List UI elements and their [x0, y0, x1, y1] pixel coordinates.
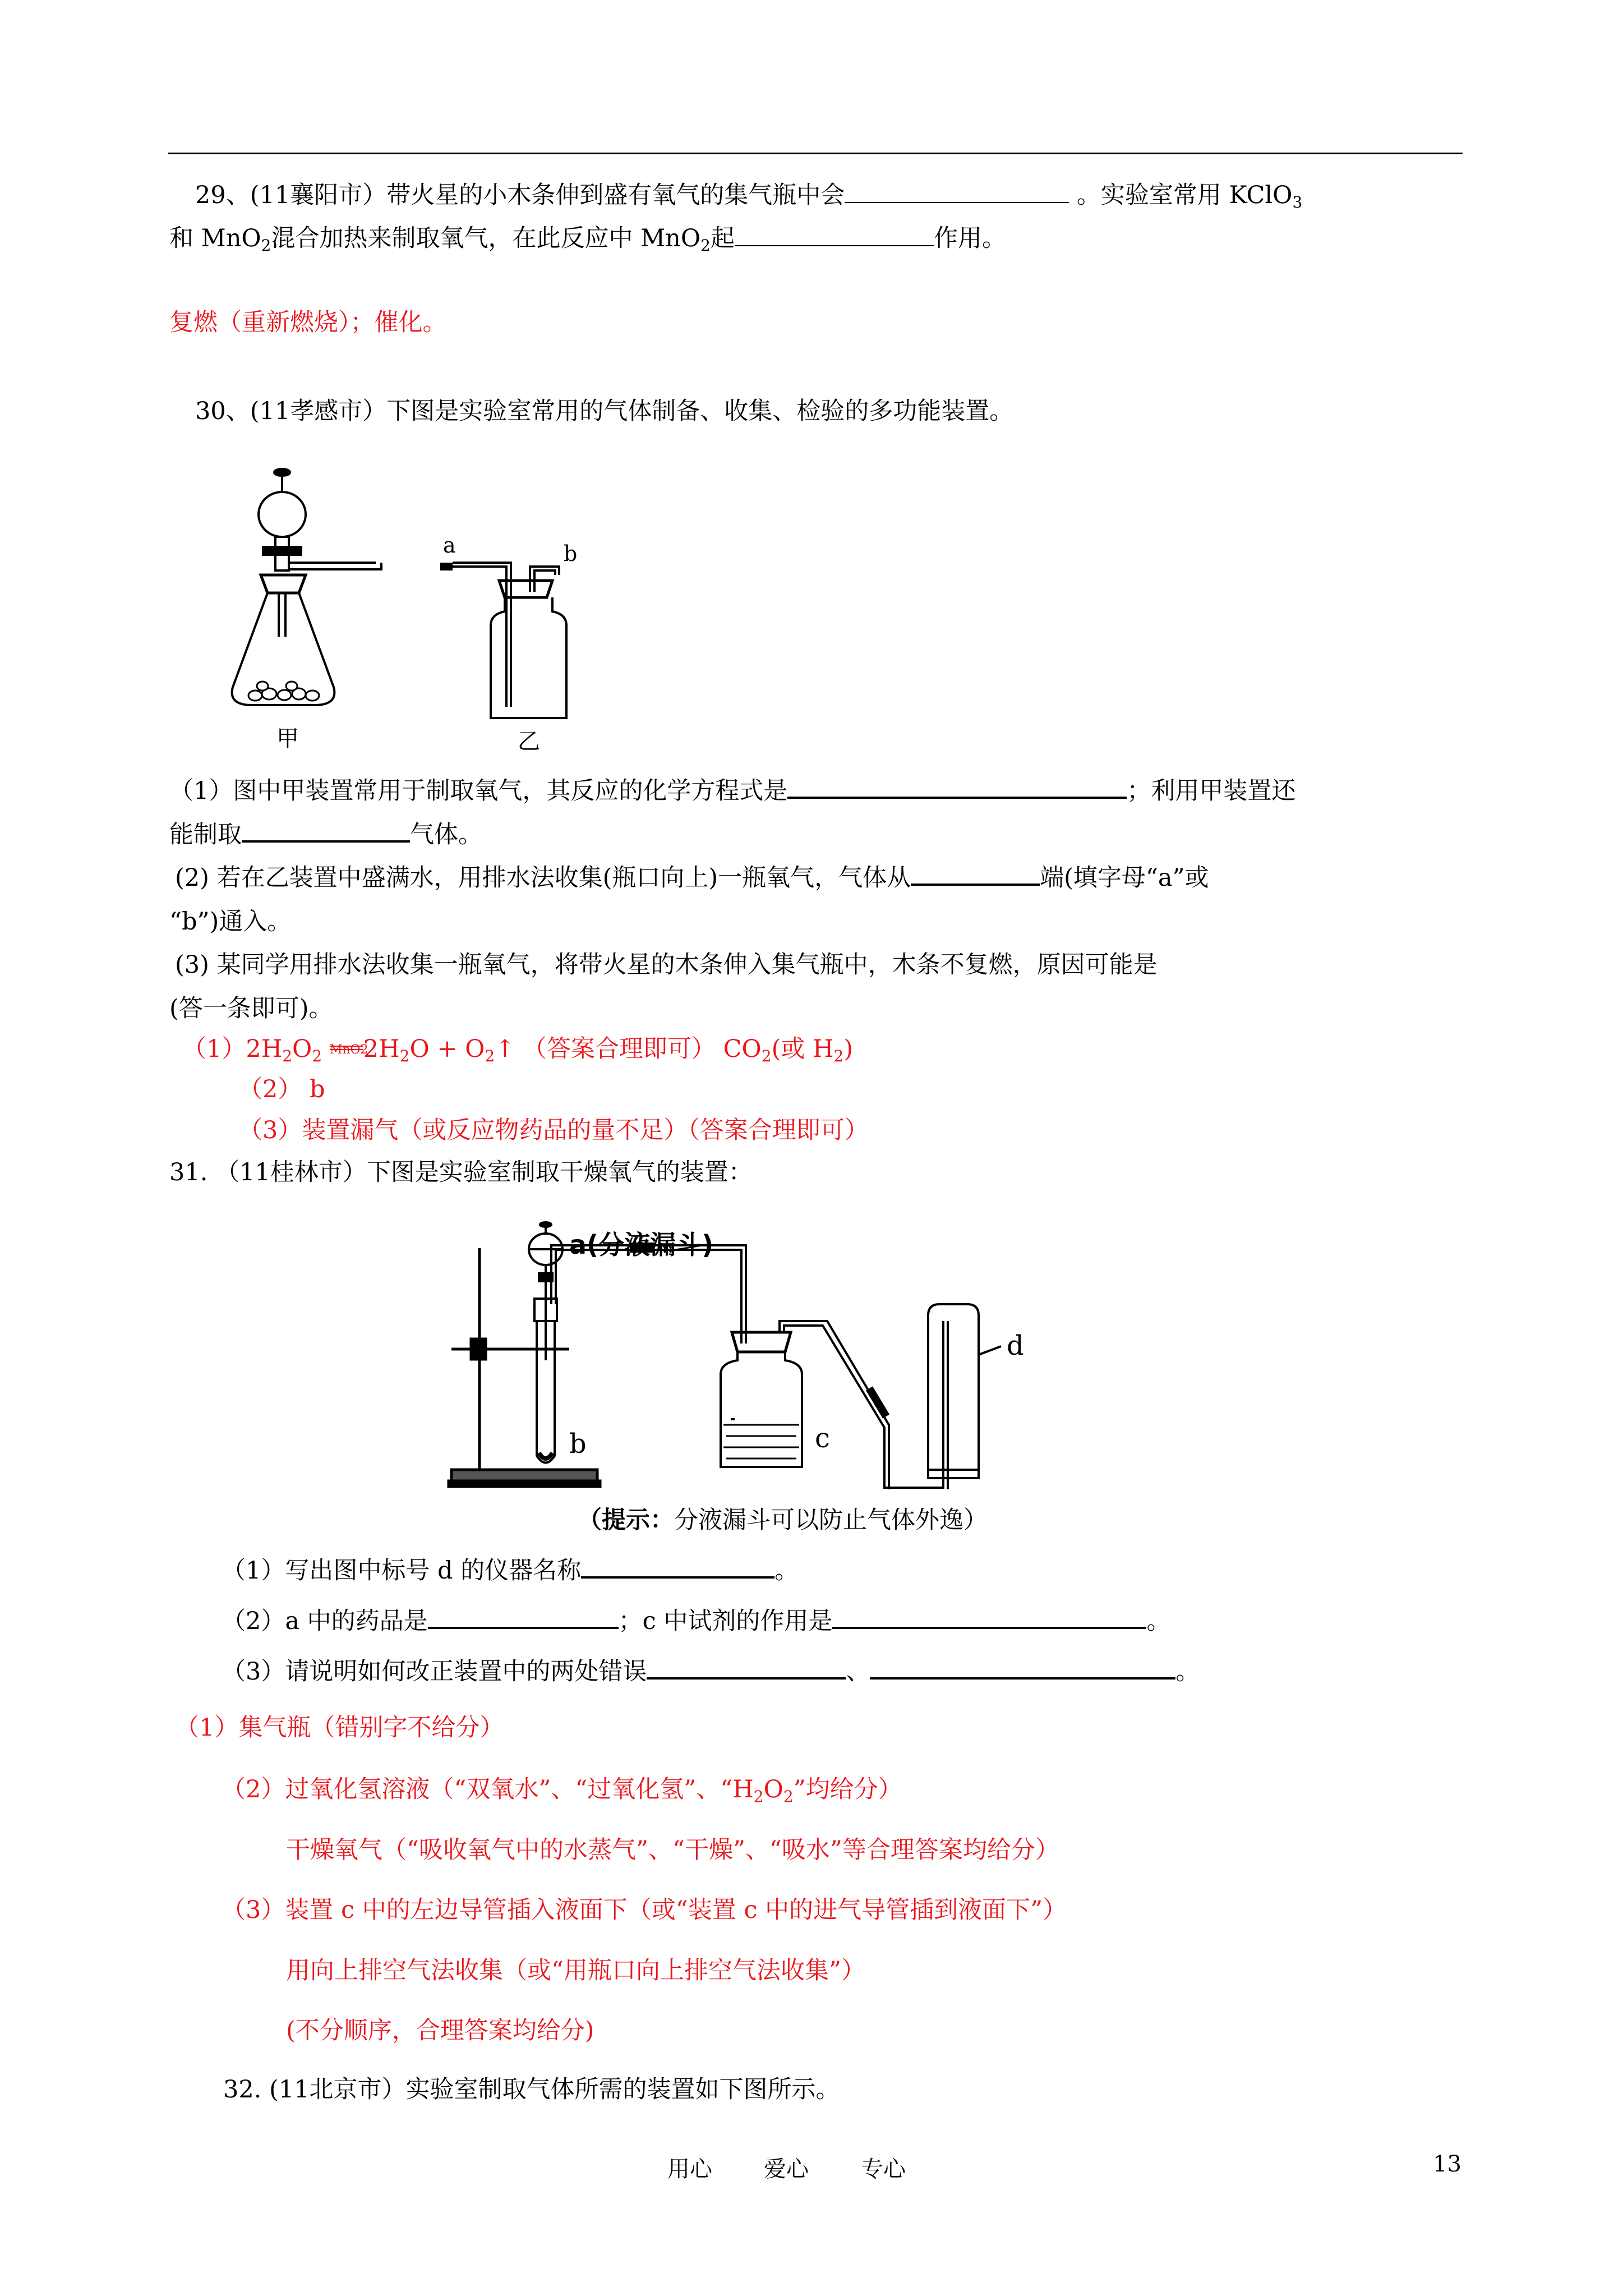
q29-blank-2[interactable] — [735, 223, 934, 246]
q30-apparatus-figure — [216, 463, 620, 754]
subscript: 2 — [485, 1047, 495, 1065]
subscript: 3 — [1292, 193, 1303, 211]
q30-answer-1 — [182, 1032, 853, 1066]
solid-reactant-icon — [248, 682, 319, 701]
figure-label-jia: 甲 — [276, 726, 299, 752]
q31-text: ；c 中试剂的作用是 — [618, 1607, 833, 1635]
subscript: 2 — [833, 1047, 844, 1065]
q31-hint — [578, 1503, 988, 1537]
q30-text: 气体。 — [410, 821, 482, 849]
figure-label-a: a(分液漏斗) — [569, 1230, 714, 1260]
q31-answer-3-line3: (不分顺序，合理答案均给分) — [286, 2017, 594, 2045]
figure-label-d: d — [1007, 1330, 1024, 1361]
q30-text: (2) 若在乙装置中盛满水，用排水法收集(瓶口向上)一瓶氧气，气体从 — [175, 864, 911, 892]
q30-part2-line1 — [175, 861, 1209, 895]
answer-text: O — [763, 1775, 783, 1803]
q30-blank-end[interactable] — [911, 861, 1040, 886]
q29-answer: 复燃（重新燃烧）；催化。 — [169, 309, 447, 337]
q30-blank-equation[interactable] — [787, 774, 1127, 799]
subscript: 2 — [700, 236, 711, 255]
q31-part2 — [222, 1604, 1170, 1638]
q31-answer-2-line2: 干燥氧气（“吸收氧气中的水蒸气”、“干燥”、“吸水”等合理答案均给分） — [286, 1836, 1059, 1864]
q31-text: （2）a 中的药品是 — [222, 1607, 428, 1635]
q31-answer-3-line2: 用向上排空气法收集（或“用瓶口向上排空气法收集”） — [286, 1957, 865, 1985]
subscript: 2 — [783, 1787, 794, 1806]
gas-washing-bottle-icon — [721, 1332, 802, 1467]
figure-label-b: b — [569, 1428, 587, 1460]
separatory-funnel-icon — [529, 1222, 562, 1360]
q30-part1-line2 — [169, 818, 482, 852]
q29-line2 — [169, 222, 1006, 255]
q30-intro: 30、(11孝感市）下图是实验室常用的气体制备、收集、检验的多功能装置。 — [195, 397, 1014, 425]
q31-answer-1: （1）集气瓶（错别字不给分） — [175, 1714, 504, 1742]
q30-answer-3: （3）装置漏气（或反应物药品的量不足）（答案合理即可） — [238, 1116, 869, 1144]
q31-part3 — [222, 1655, 1200, 1688]
hint-label: （提示： — [578, 1506, 674, 1534]
subscript: 2 — [282, 1047, 293, 1065]
answer-text: ”均给分） — [793, 1775, 902, 1803]
subscript: 2 — [399, 1047, 410, 1065]
q30-text: （1）图中甲装置常用于制取氧气，其反应的化学方程式是 — [169, 777, 788, 805]
q32-intro: 32. (11北京市）实验室制取气体所需的装置如下图所示。 — [223, 2076, 840, 2104]
q31-blank-fix-2[interactable] — [870, 1655, 1175, 1680]
answer-text: （2）过氧化氢溶液（“双氧水”、“过氧化氢”、“H — [222, 1775, 754, 1803]
subscript: 2 — [753, 1787, 764, 1806]
q30-part3-line2: (答一条即可)。 — [169, 995, 333, 1023]
catalyst-label: MnO2 — [329, 1043, 368, 1057]
q29-blank-1[interactable] — [845, 180, 1069, 203]
delivery-tube-icon — [551, 1244, 948, 1489]
q31-text: 。 — [774, 1557, 799, 1585]
q29-text: 作用。 — [933, 224, 1006, 252]
figure-label-c: c — [815, 1423, 830, 1454]
q29-line1 — [195, 178, 1302, 212]
q30-text: 能制取 — [169, 821, 242, 849]
gas-collecting-bottle-icon — [928, 1304, 1001, 1478]
answer-text: O + O — [409, 1035, 485, 1063]
q31-blank-reagent[interactable] — [428, 1604, 619, 1629]
q31-text: （3）请说明如何改正装置中的两处错误 — [222, 1658, 647, 1686]
q31-text: 。 — [1175, 1658, 1200, 1686]
footer-motto-2: 爱心 — [764, 2156, 809, 2182]
q31-part1 — [222, 1554, 799, 1588]
subscript: 2 — [761, 1047, 772, 1065]
catalyst-equals-sign — [329, 1043, 368, 1057]
answer-text: ) — [843, 1035, 854, 1063]
figure-label-a: a — [443, 533, 456, 558]
answer-text: (或 H — [771, 1035, 834, 1063]
footer-motto-1: 用心 — [667, 2156, 712, 2182]
q29-text: 起 — [710, 224, 735, 252]
hint-text: 分液漏斗可以防止气体外逸） — [674, 1506, 988, 1534]
q31-intro: 31. （11桂林市）下图是实验室制取干燥氧气的装置： — [169, 1158, 753, 1186]
footer-motto-3: 专心 — [861, 2156, 906, 2182]
gas-washing-bottle-icon — [440, 563, 566, 718]
q31-text: 、 — [846, 1658, 870, 1686]
conical-flask-icon — [232, 469, 381, 705]
q29-text: 和 MnO — [169, 224, 261, 252]
answer-text: 2H — [363, 1035, 400, 1063]
subscript: 2 — [312, 1047, 322, 1065]
q29-text: 混合加热来制取氧气，在此反应中 MnO — [271, 224, 701, 252]
q31-blank-purpose[interactable] — [832, 1604, 1146, 1629]
q31-text: 。 — [1146, 1607, 1171, 1635]
figure-label-yi: 乙 — [518, 729, 540, 754]
header-rule — [168, 153, 1463, 154]
q30-part1-line1 — [169, 774, 1295, 808]
q31-blank-instrument[interactable] — [581, 1554, 774, 1579]
q30-blank-gas[interactable] — [242, 818, 410, 843]
q30-text: ；利用甲装置还 — [1127, 777, 1296, 805]
q31-blank-fix-1[interactable] — [647, 1655, 846, 1680]
answer-text: （1）2H — [182, 1035, 283, 1063]
q31-text: （1）写出图中标号 d 的仪器名称 — [222, 1557, 582, 1585]
q31-apparatus-figure — [440, 1214, 1124, 1489]
answer-text: O — [292, 1035, 312, 1063]
q31-answer-2 — [222, 1773, 902, 1806]
page-number: 13 — [1433, 2151, 1461, 2177]
answer-text: ↑ （答案合理即可） CO — [495, 1035, 762, 1063]
q31-answer-3-line1: （3）装置 c 中的左边导管插入液面下（或“装置 c 中的进气导管插到液面下”） — [222, 1896, 1067, 1924]
q30-part3-line1: (3) 某同学用排水法收集一瓶氧气，将带火星的木条伸入集气瓶中，木条不复燃，原因可能是 — [175, 951, 1158, 979]
q29-text: 。实验室常用 KClO — [1076, 181, 1293, 209]
subscript: 2 — [261, 236, 271, 255]
figure-label-b: b — [564, 541, 578, 566]
q30-part2-line2: “b”)通入。 — [169, 908, 292, 936]
q30-answer-2: （2） b — [238, 1075, 325, 1103]
q30-text: 端(填字母“a”或 — [1040, 864, 1209, 892]
q29-text: 29、(11襄阳市）带火星的小木条伸到盛有氧气的集气瓶中会 — [195, 181, 845, 209]
